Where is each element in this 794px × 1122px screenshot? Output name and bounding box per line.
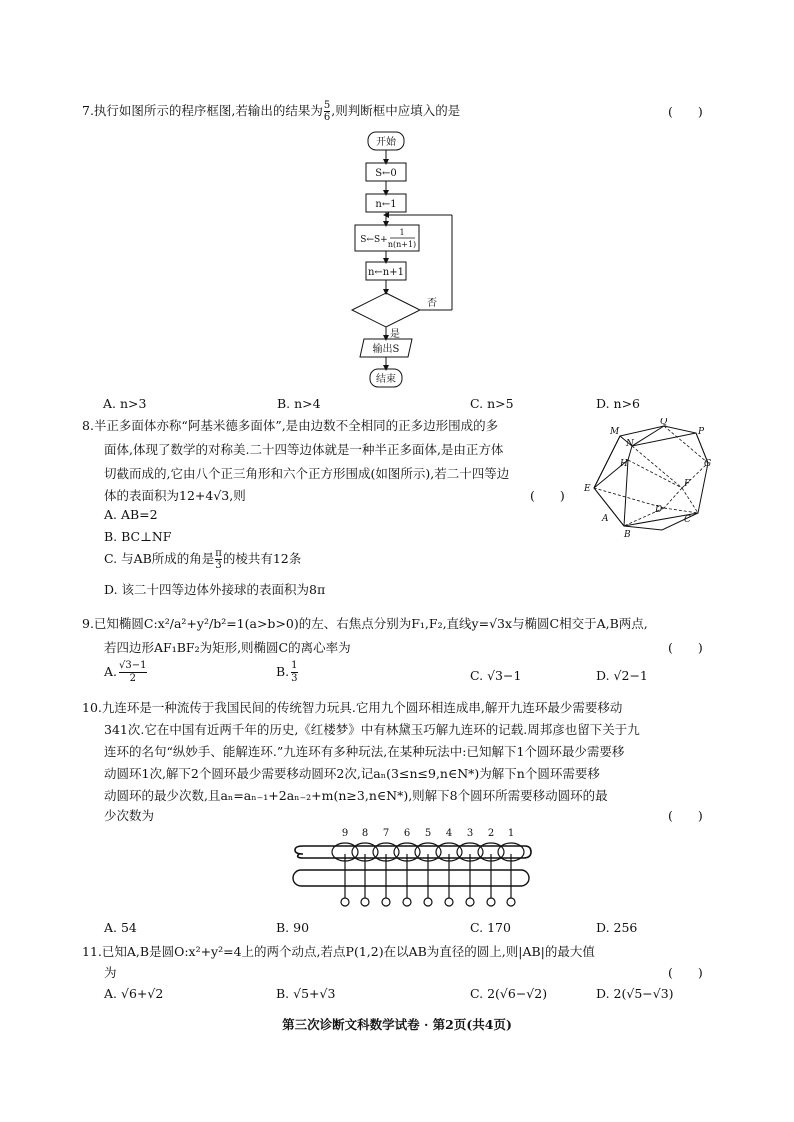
q8-line-1: 8.半正多面体亦称“阿基米德多面体”,是由边数不全相同的正多边形围成的多	[82, 418, 499, 433]
q8-line-4: 体的表面积为12+4√3,则	[104, 488, 246, 503]
q10-line-3: 连环的名句“纵妙手、能解连环.”九连环有多种玩法,在某种玩法中:已知解下1个圆环最少需要移	[104, 744, 625, 759]
q11-option-d: D. 2(√5−√3)	[596, 986, 674, 1001]
q10-option-c: C. 170	[470, 920, 511, 935]
q8-line-2: 面体,体现了数学的对称美.二十四等边体就是一种半正多面体,是由正方体	[104, 442, 504, 457]
q11-option-c: C. 2(√6−√2)	[470, 986, 548, 1001]
ring-number-7: 7	[382, 828, 390, 839]
q8-answer-paren: ( )	[530, 488, 565, 503]
q11-option-a: A. √6+√2	[104, 986, 164, 1001]
ring-number-3: 3	[466, 828, 474, 839]
ring-number-6: 6	[403, 828, 411, 839]
q11-line-2: 为	[104, 965, 117, 980]
q11-line-1: 11.已知A,B是圆O:x²+y²=4上的两个动点,若点P(1,2)在以AB为直径的圆上,则|AB|的最大值	[82, 944, 595, 959]
flow-update-s: S←S+	[360, 235, 388, 245]
ring-number-5: 5	[424, 828, 432, 839]
label-a: A	[602, 514, 609, 524]
ring-number-8: 8	[361, 828, 369, 839]
q10-answer-paren: ( )	[668, 808, 703, 823]
q10-line-1: 10.九连环是一种流传于我国民间的传统智力玩具.它用九个圆环相连成串,解开九连环最少需要移动	[82, 700, 623, 715]
label-h-top: H	[620, 459, 628, 469]
q10-option-b: B. 90	[276, 920, 310, 935]
flow-no: 否	[427, 298, 437, 309]
q8-line-3: 切截而成的,它由八个正三角形和六个正方形围成(如图所示),若二十四等边	[104, 466, 510, 481]
q9-line-2: 若四边形AF₁BF₂为矩形,则椭圆C的离心率为	[104, 640, 351, 655]
flow-n1: n←1	[375, 199, 397, 210]
q7-option-a: A. n>3	[103, 396, 147, 411]
q9-option-c: C. √3−1	[470, 668, 522, 683]
label-q: Q	[660, 418, 668, 427]
q9-line-1: 9.已知椭圆C:x²/a²+y²/b²=1(a>b>0)的左、右焦点分别为F₁,F₂,直线y=√3x与椭圆C相交于A,B两点,	[82, 616, 648, 631]
label-m: M	[610, 427, 620, 437]
q7-answer-paren: ( )	[668, 104, 703, 119]
label-n: N	[626, 439, 634, 449]
q9-option-d: D. √2−1	[596, 668, 648, 683]
flow-s0: S←0	[375, 168, 397, 179]
ring-number-4: 4	[445, 828, 453, 839]
flow-n-inc: n←n+1	[367, 267, 405, 278]
q10-line-4: 动圆环1次,解下2个圆环最少需要移动圆环2次,记aₙ(3≤n≤9,n∈N*)为解下n个圆环需要移	[104, 766, 600, 781]
page-footer: 第三次诊断文科数学试卷 · 第2页(共4页)	[282, 1017, 512, 1032]
q10-line-2: 341次.它在中国有近两千年的历史,《红楼梦》中有林黛玉巧解九连环的记载.周邦彦也留下关于九	[104, 722, 640, 737]
q8-option-d: D. 该二十四等边体外接球的表面积为8π	[104, 582, 326, 597]
flow-output: 输出S	[372, 344, 400, 355]
label-f: F	[684, 479, 691, 489]
flow-update-den: n(n+1)	[387, 240, 417, 249]
q10-option-a: A. 54	[104, 920, 137, 935]
q8-option-b: B. BC⊥NF	[104, 529, 172, 544]
flow-end: 结束	[376, 374, 396, 385]
flow-update-num: 1	[399, 228, 405, 237]
q10-line-6: 少次数为	[104, 808, 155, 823]
q7-stem: 7.执行如图所示的程序框图,若输出的结果为 $\frac{5}{6}$ ,则判断框中应填入的是	[82, 100, 461, 123]
q9-option-b: B. $\frac{1}{3}$	[276, 660, 298, 684]
q7-flowchart	[340, 128, 470, 390]
flow-start: 开始	[376, 137, 396, 148]
label-g: G	[704, 459, 712, 469]
q8-option-c: C. 与AB所成的角是 $\frac{\pi}{3}$ 的棱共有12条	[104, 548, 302, 571]
q9-option-a: A. $\frac{√3-1}{2}$	[104, 660, 147, 684]
q7-fraction: $\frac{5}{6}$	[323, 100, 331, 123]
label-c: C	[684, 515, 691, 525]
label-e: E	[584, 484, 591, 494]
q8-polyhedron-figure	[580, 418, 715, 538]
q10-nine-rings-figure	[285, 824, 535, 912]
label-d: D	[655, 505, 663, 515]
q10-option-d: D. 256	[596, 920, 638, 935]
q8-option-a: A. AB=2	[104, 507, 158, 522]
q7-option-b: B. n>4	[277, 396, 321, 411]
q7-option-c: C. n>5	[470, 396, 514, 411]
ring-number-1: 1	[507, 828, 515, 839]
q11-option-b: B. √5+√3	[276, 986, 336, 1001]
flow-yes: 是	[390, 329, 400, 340]
q10-line-5: 动圆环的最少次数,且aₙ=aₙ₋₁+2aₙ₋₂+m(n≥3,n∈N*),则解下8个圆环所需要移动圆环的最	[104, 788, 608, 803]
q7-option-d: D. n>6	[596, 396, 641, 411]
q11-answer-paren: ( )	[668, 965, 703, 980]
q9-answer-paren: ( )	[668, 640, 703, 655]
ring-number-9: 9	[341, 828, 349, 839]
label-p: P	[698, 427, 705, 437]
label-b: B	[624, 530, 631, 538]
ring-number-2: 2	[487, 828, 495, 839]
